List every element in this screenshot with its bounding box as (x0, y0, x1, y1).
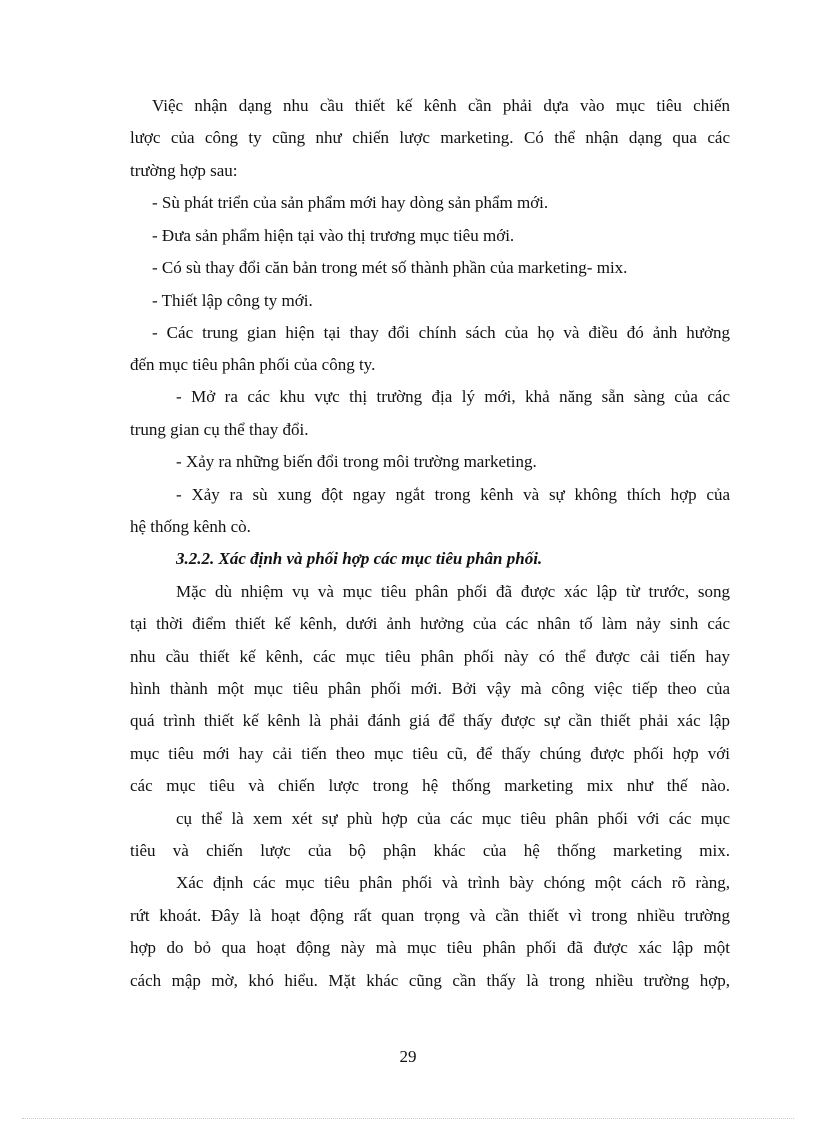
list-item: - Xảy ra sù xung đột ngay ngắt trong kênh và sự không thích hợp của (176, 485, 730, 504)
list-item: - Xảy ra những biến đổi trong môi trường marketing. (176, 452, 537, 471)
paragraph-line: trường hợp sau: (130, 161, 238, 180)
list-item: - Có sù thay đổi căn bản trong mét số thành phần của marketing- mix. (152, 258, 628, 277)
paragraph-line: hợp do bỏ qua hoạt động này mà mục tiêu phân phối đã được xác lập một (130, 938, 730, 957)
paragraph-line: nhu cầu thiết kế kênh, các mục tiêu phân phối này có thể được cải tiến hay (130, 647, 730, 666)
page-number: 29 (399, 1047, 417, 1066)
paragraph-line: Mặc dù nhiệm vụ và mục tiêu phân phối đã được xác lập từ trước, song (176, 582, 730, 601)
paragraph-line: quá trình thiết kế kênh là phải đánh giá để thấy được sự cần thiết phải xác lập (130, 711, 730, 730)
paragraph-line: tiêu và chiến lược của bộ phận khác của hệ thống marketing mix. (130, 841, 730, 860)
paragraph-line: trung gian cụ thể thay đổi. (130, 420, 309, 439)
paragraph-line: mục tiêu mới hay cải tiến theo mục tiêu cũ, để thấy chúng được phối hợp với (130, 744, 730, 763)
list-item: - Thiết lập công ty mới. (152, 291, 313, 310)
paragraph-line: tại thời điểm thiết kế kênh, dưới ảnh hưởng của các nhân tố làm nảy sinh các (130, 614, 730, 633)
paragraph-line: lược của công ty cũng như chiến lược marketing. Có thể nhận dạng qua các (130, 128, 730, 147)
paragraph-line: rứt khoát. Đây là hoạt động rất quan trọng và cần thiết vì trong nhiều trường (130, 906, 730, 925)
list-item: - Sù phát triển của sản phẩm mới hay dòng sản phẩm mới. (152, 193, 549, 212)
list-item: - Mở ra các khu vực thị trường địa lý mới, khả năng sẵn sàng của các (176, 387, 730, 406)
paragraph-line: đến mục tiêu phân phối của công ty. (130, 355, 376, 374)
list-item: - Đưa sản phẩm hiện tại vào thị trương mục tiêu mới. (152, 226, 515, 245)
paragraph-line: Việc nhận dạng nhu cầu thiết kế kênh cần phải dựa vào mục tiêu chiến (152, 96, 730, 115)
list-item: - Các trung gian hiện tại thay đổi chính sách của họ và điều đó ảnh hưởng (152, 323, 730, 342)
paragraph-line: các mục tiêu và chiến lược trong hệ thống marketing mix như thế nào. (130, 776, 730, 795)
paragraph-line: Xác định các mục tiêu phân phối và trình bày chóng một cách rõ ràng, (176, 873, 730, 892)
paragraph-line: hình thành một mục tiêu phân phối mới. Bởi vậy mà công việc tiếp theo của (130, 679, 730, 698)
paragraph-line: hệ thống kênh cò. (130, 517, 251, 536)
paragraph-line: cách mập mờ, khó hiểu. Mặt khác cũng cần thấy là trong nhiều trường hợp, (130, 971, 730, 990)
section-heading: 3.2.2. Xác định và phối hợp các mục tiêu phân phối. (176, 549, 543, 568)
paragraph-line: cụ thể là xem xét sự phù hợp của các mục tiêu phân phối với các mục (176, 809, 730, 828)
footer-divider (22, 1118, 794, 1119)
